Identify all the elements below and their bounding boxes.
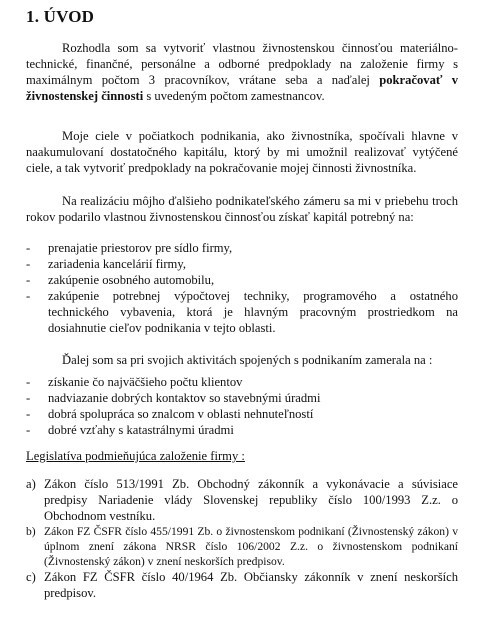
legislation-item xyxy=(26,524,458,569)
list-item xyxy=(26,240,458,256)
list-dash: - xyxy=(26,241,31,255)
legislation-item-text: Zákon FZ ČSFR číslo 40/1964 Zb. Občiansky zákonník v znení neskorších predpisov. xyxy=(44,570,458,600)
goals-paragraph: Moje ciele v počiatkoch podnikania, ako živnostníka, spočívali hlavne v naakumulovaní dostatočného kapitálu, ktorý by mi umožnil realizovať vytýčené ciele, a tak vytvoriť predpoklady na pokračovanie mojej činnosti živnostníka. xyxy=(26,129,458,175)
focus-list xyxy=(26,374,458,438)
legislation-item-mark: a) xyxy=(26,477,36,491)
list-item-text: získanie čo najväčšieho počtu klientov xyxy=(48,375,243,389)
intro-bold-phrase: pokračovať v živnostenskej činnosti xyxy=(26,73,458,103)
legislation-item-text: Zákon číslo 513/1991 Zb. Obchodný zákonník a vykonávacie a súvisiace predpisy Nariadenie vlády Slovenskej republiky číslo 100/1993 Z.z. o Obchodnom vestníku. xyxy=(44,477,458,523)
list-item xyxy=(26,288,458,336)
list-item-text: zakúpenie osobného automobilu, xyxy=(48,273,215,287)
list-item-text: nadviazanie dobrých kontaktov so stavebnými úradmi xyxy=(48,391,321,405)
list-item-text: zakúpenie potrebnej výpočtovej techniky, programového a ostatného technického vybavenia, ktorá je hlavným pracovným prostriedkom na dosiahnutie cieľov podnikania v tejto oblasti. xyxy=(48,289,458,335)
list-item-text: dobré vzťahy s katastrálnymi úradmi xyxy=(48,423,234,437)
legislation-list xyxy=(26,476,458,601)
list-item-text: dobrá spolupráca so znalcom v oblasti nehnuteľností xyxy=(48,407,314,421)
list-dash: - xyxy=(26,391,31,405)
list-item xyxy=(26,374,458,390)
section-heading: 1. ÚVOD xyxy=(26,7,95,26)
intro-text-start: Rozhodla som sa vytvoriť vlastnou živnostenskou činnosťou materiálno-technické, finančné, personálne a odborné predpoklady na založenie firmy s maximálnym počtom 3 pracovníkov, vrátane seba a naďalej xyxy=(26,41,458,87)
list-dash: - xyxy=(26,407,31,421)
intro-paragraph xyxy=(26,40,458,104)
list-dash: - xyxy=(26,289,31,303)
list-dash: - xyxy=(26,375,31,389)
list-item-text: prenajatie priestorov pre sídlo firmy, xyxy=(48,241,233,255)
focus-paragraph: Ďalej som sa pri svojich aktivitách spojených s podnikaním zamerala na : xyxy=(62,353,433,367)
legislation-item-text: Zákon FZ ČSFR číslo 455/1991 Zb. o živnostenskom podnikaní (Živnostenský zákon) v úplnom znení zákona NRSR číslo 106/2002 Z.z. o živnostenskom podnikaní (Živnostenský zákon) v znení neskorších predpisov. xyxy=(44,525,458,568)
intro-text-end: s uvedeným počtom zamestnancov. xyxy=(143,89,325,103)
legislation-item xyxy=(26,569,458,601)
list-dash: - xyxy=(26,423,31,437)
legislation-item-mark: b) xyxy=(26,525,36,538)
list-item xyxy=(26,256,458,272)
legislation-item xyxy=(26,476,458,524)
list-item xyxy=(26,272,458,288)
capital-list xyxy=(26,240,458,336)
legislation-title: Legislatíva podmieňujúca založenie firmy : xyxy=(26,449,245,463)
list-dash: - xyxy=(26,257,31,271)
legislation-item-mark: c) xyxy=(26,570,36,584)
list-item xyxy=(26,406,458,422)
list-item xyxy=(26,422,458,438)
capital-paragraph: Na realizáciu môjho ďalšieho podnikateľského zámeru sa mi v priebehu troch rokov podarilo vlastnou živnostenskou činnosťou získať kapitál potrebný na: xyxy=(26,194,458,224)
list-dash: - xyxy=(26,273,31,287)
list-item xyxy=(26,390,458,406)
list-item-text: zariadenia kancelárií firmy, xyxy=(48,257,186,271)
